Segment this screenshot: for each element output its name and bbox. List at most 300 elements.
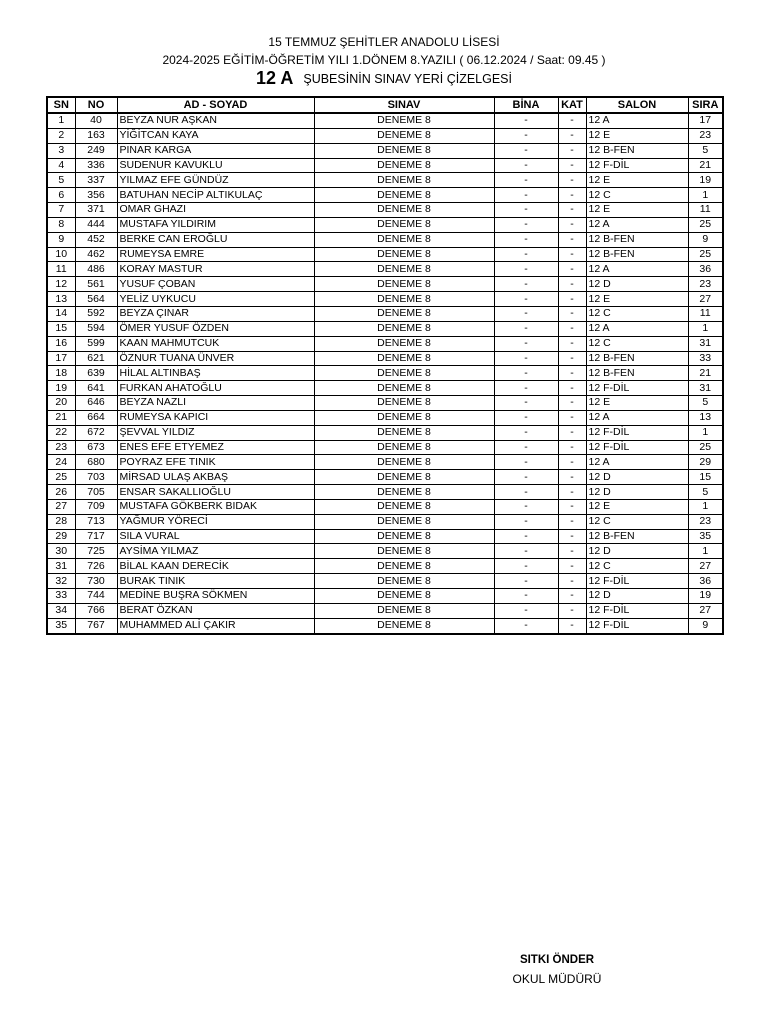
table-row xyxy=(47,514,723,529)
cell-floor: - xyxy=(558,589,586,604)
cell-room: 12 A xyxy=(586,262,688,277)
table-row xyxy=(47,277,723,292)
cell-exam: DENEME 8 xyxy=(314,410,494,425)
cell-name: YİĞİTCAN KAYA xyxy=(117,128,314,143)
cell-floor: - xyxy=(558,603,586,618)
cell-sn: 35 xyxy=(47,618,75,633)
cell-room: 12 C xyxy=(586,336,688,351)
cell-seat: 19 xyxy=(688,173,723,188)
cell-room: 12 E xyxy=(586,499,688,514)
cell-room: 12 F-DİL xyxy=(586,618,688,633)
cell-seat: 1 xyxy=(688,544,723,559)
cell-name: ÖMER YUSUF ÖZDEN xyxy=(117,321,314,336)
cell-room: 12 B-FEN xyxy=(586,529,688,544)
cell-exam: DENEME 8 xyxy=(314,277,494,292)
cell-seat: 25 xyxy=(688,247,723,262)
cell-sn: 27 xyxy=(47,499,75,514)
cell-floor: - xyxy=(558,440,586,455)
cell-floor: - xyxy=(558,470,586,485)
table-row xyxy=(47,559,723,574)
cell-floor: - xyxy=(558,128,586,143)
cell-exam: DENEME 8 xyxy=(314,306,494,321)
cell-floor: - xyxy=(558,559,586,574)
cell-building: - xyxy=(494,485,558,500)
cell-seat: 9 xyxy=(688,618,723,633)
principal-title: OKUL MÜDÜRÜ xyxy=(512,972,602,986)
cell-no: 356 xyxy=(75,188,117,203)
cell-floor: - xyxy=(558,262,586,277)
cell-seat: 23 xyxy=(688,277,723,292)
cell-room: 12 A xyxy=(586,455,688,470)
cell-exam: DENEME 8 xyxy=(314,203,494,218)
table-row xyxy=(47,544,723,559)
cell-room: 12 C xyxy=(586,559,688,574)
sheet-subtitle: ŞUBESİNİN SINAV YERİ ÇİZELGESİ xyxy=(303,72,512,86)
cell-sn: 18 xyxy=(47,366,75,381)
cell-name: BURAK TINIK xyxy=(117,574,314,589)
cell-no: 766 xyxy=(75,603,117,618)
cell-building: - xyxy=(494,618,558,633)
cell-building: - xyxy=(494,381,558,396)
cell-exam: DENEME 8 xyxy=(314,544,494,559)
cell-sn: 24 xyxy=(47,455,75,470)
cell-building: - xyxy=(494,173,558,188)
header-name: AD - SOYAD xyxy=(117,97,314,113)
cell-building: - xyxy=(494,470,558,485)
cell-floor: - xyxy=(558,277,586,292)
cell-seat: 11 xyxy=(688,203,723,218)
cell-no: 639 xyxy=(75,366,117,381)
cell-name: RUMEYSA KAPICI xyxy=(117,410,314,425)
cell-seat: 27 xyxy=(688,559,723,574)
cell-seat: 33 xyxy=(688,351,723,366)
cell-floor: - xyxy=(558,217,586,232)
cell-building: - xyxy=(494,262,558,277)
cell-building: - xyxy=(494,559,558,574)
cell-seat: 27 xyxy=(688,292,723,307)
cell-seat: 21 xyxy=(688,158,723,173)
cell-floor: - xyxy=(558,425,586,440)
cell-name: KORAY MASTUR xyxy=(117,262,314,277)
cell-no: 444 xyxy=(75,217,117,232)
cell-no: 726 xyxy=(75,559,117,574)
cell-name: SUDENUR KAVUKLU xyxy=(117,158,314,173)
cell-name: PINAR KARGA xyxy=(117,143,314,158)
cell-building: - xyxy=(494,336,558,351)
cell-room: 12 F-DİL xyxy=(586,381,688,396)
cell-no: 592 xyxy=(75,306,117,321)
table-row xyxy=(47,247,723,262)
principal-name: SITKI ÖNDER xyxy=(519,954,595,966)
table-row xyxy=(47,410,723,425)
cell-no: 163 xyxy=(75,128,117,143)
cell-seat: 11 xyxy=(688,306,723,321)
table-row xyxy=(47,128,723,143)
cell-seat: 35 xyxy=(688,529,723,544)
cell-no: 672 xyxy=(75,425,117,440)
cell-room: 12 D xyxy=(586,485,688,500)
cell-building: - xyxy=(494,603,558,618)
school-name: 15 TEMMUZ ŞEHİTLER ANADOLU LİSESİ xyxy=(268,35,500,49)
table-row xyxy=(47,366,723,381)
cell-sn: 5 xyxy=(47,173,75,188)
cell-no: 594 xyxy=(75,321,117,336)
table-row xyxy=(47,618,723,633)
cell-name: MUSTAFA YILDIRIM xyxy=(117,217,314,232)
cell-name: BEYZA NAZLI xyxy=(117,396,314,411)
cell-exam: DENEME 8 xyxy=(314,217,494,232)
cell-name: AYSİMA YILMAZ xyxy=(117,544,314,559)
cell-building: - xyxy=(494,440,558,455)
cell-seat: 36 xyxy=(688,262,723,277)
cell-no: 599 xyxy=(75,336,117,351)
cell-sn: 28 xyxy=(47,514,75,529)
cell-sn: 21 xyxy=(47,410,75,425)
cell-seat: 5 xyxy=(688,143,723,158)
cell-exam: DENEME 8 xyxy=(314,589,494,604)
table-row xyxy=(47,336,723,351)
cell-building: - xyxy=(494,514,558,529)
cell-floor: - xyxy=(558,514,586,529)
cell-name: YAĞMUR YÖRECİ xyxy=(117,514,314,529)
cell-name: ÖZNUR TUANA ÜNVER xyxy=(117,351,314,366)
cell-building: - xyxy=(494,217,558,232)
table-row xyxy=(47,158,723,173)
cell-exam: DENEME 8 xyxy=(314,603,494,618)
cell-floor: - xyxy=(558,173,586,188)
cell-sn: 32 xyxy=(47,574,75,589)
cell-floor: - xyxy=(558,247,586,262)
cell-exam: DENEME 8 xyxy=(314,113,494,128)
cell-name: OMAR GHAZI xyxy=(117,203,314,218)
cell-floor: - xyxy=(558,396,586,411)
cell-building: - xyxy=(494,410,558,425)
cell-floor: - xyxy=(558,410,586,425)
cell-sn: 11 xyxy=(47,262,75,277)
cell-exam: DENEME 8 xyxy=(314,381,494,396)
cell-no: 673 xyxy=(75,440,117,455)
cell-sn: 22 xyxy=(47,425,75,440)
cell-name: YUSUF ÇOBAN xyxy=(117,277,314,292)
cell-seat: 23 xyxy=(688,128,723,143)
cell-no: 249 xyxy=(75,143,117,158)
table-body xyxy=(47,113,723,634)
cell-building: - xyxy=(494,321,558,336)
cell-floor: - xyxy=(558,529,586,544)
cell-exam: DENEME 8 xyxy=(314,128,494,143)
cell-room: 12 F-DİL xyxy=(586,603,688,618)
cell-exam: DENEME 8 xyxy=(314,529,494,544)
table-row xyxy=(47,232,723,247)
cell-sn: 29 xyxy=(47,529,75,544)
cell-floor: - xyxy=(558,306,586,321)
table-row xyxy=(47,113,723,128)
cell-seat: 27 xyxy=(688,603,723,618)
cell-exam: DENEME 8 xyxy=(314,499,494,514)
sheet-title xyxy=(0,68,768,89)
table-row xyxy=(47,529,723,544)
cell-room: 12 A xyxy=(586,217,688,232)
cell-building: - xyxy=(494,232,558,247)
cell-floor: - xyxy=(558,203,586,218)
table-row xyxy=(47,470,723,485)
cell-sn: 6 xyxy=(47,188,75,203)
cell-building: - xyxy=(494,396,558,411)
table-row xyxy=(47,425,723,440)
cell-name: SILA VURAL xyxy=(117,529,314,544)
cell-seat: 29 xyxy=(688,455,723,470)
table-row xyxy=(47,262,723,277)
cell-sn: 16 xyxy=(47,336,75,351)
table-row xyxy=(47,173,723,188)
cell-no: 680 xyxy=(75,455,117,470)
cell-exam: DENEME 8 xyxy=(314,351,494,366)
cell-seat: 23 xyxy=(688,514,723,529)
cell-building: - xyxy=(494,499,558,514)
cell-name: MİRSAD ULAŞ AKBAŞ xyxy=(117,470,314,485)
table-row xyxy=(47,589,723,604)
cell-room: 12 E xyxy=(586,128,688,143)
cell-exam: DENEME 8 xyxy=(314,292,494,307)
cell-no: 452 xyxy=(75,232,117,247)
cell-seat: 5 xyxy=(688,396,723,411)
cell-room: 12 D xyxy=(586,470,688,485)
cell-sn: 25 xyxy=(47,470,75,485)
cell-no: 730 xyxy=(75,574,117,589)
cell-floor: - xyxy=(558,618,586,633)
cell-sn: 26 xyxy=(47,485,75,500)
cell-sn: 13 xyxy=(47,292,75,307)
cell-sn: 7 xyxy=(47,203,75,218)
cell-building: - xyxy=(494,113,558,128)
cell-floor: - xyxy=(558,366,586,381)
cell-name: FURKAN AHATOĞLU xyxy=(117,381,314,396)
cell-floor: - xyxy=(558,321,586,336)
cell-floor: - xyxy=(558,188,586,203)
cell-seat: 15 xyxy=(688,470,723,485)
header-room: SALON xyxy=(586,97,688,113)
table-row xyxy=(47,188,723,203)
cell-floor: - xyxy=(558,499,586,514)
cell-seat: 1 xyxy=(688,425,723,440)
cell-building: - xyxy=(494,247,558,262)
table-row xyxy=(47,292,723,307)
cell-seat: 21 xyxy=(688,366,723,381)
cell-sn: 33 xyxy=(47,589,75,604)
table-row xyxy=(47,381,723,396)
cell-building: - xyxy=(494,529,558,544)
cell-sn: 34 xyxy=(47,603,75,618)
cell-name: HİLAL ALTINBAŞ xyxy=(117,366,314,381)
cell-name: BİLAL KAAN DERECİK xyxy=(117,559,314,574)
cell-name: MUHAMMED ALİ ÇAKIR xyxy=(117,618,314,633)
cell-seat: 36 xyxy=(688,574,723,589)
cell-name: BEYZA NUR AŞKAN xyxy=(117,113,314,128)
cell-sn: 17 xyxy=(47,351,75,366)
cell-exam: DENEME 8 xyxy=(314,188,494,203)
cell-sn: 23 xyxy=(47,440,75,455)
cell-room: 12 D xyxy=(586,277,688,292)
cell-no: 337 xyxy=(75,173,117,188)
cell-no: 703 xyxy=(75,470,117,485)
cell-seat: 13 xyxy=(688,410,723,425)
cell-name: ŞEVVAL YILDIZ xyxy=(117,425,314,440)
cell-floor: - xyxy=(558,232,586,247)
cell-sn: 30 xyxy=(47,544,75,559)
cell-floor: - xyxy=(558,158,586,173)
table-row xyxy=(47,440,723,455)
table-row xyxy=(47,203,723,218)
cell-name: BERAT ÖZKAN xyxy=(117,603,314,618)
cell-room: 12 B-FEN xyxy=(586,366,688,381)
cell-exam: DENEME 8 xyxy=(314,485,494,500)
cell-name: YILMAZ EFE GÜNDÜZ xyxy=(117,173,314,188)
header-seat: SIRA xyxy=(688,97,723,113)
cell-room: 12 A xyxy=(586,410,688,425)
cell-exam: DENEME 8 xyxy=(314,574,494,589)
cell-floor: - xyxy=(558,544,586,559)
header-exam: SINAV xyxy=(314,97,494,113)
cell-seat: 1 xyxy=(688,499,723,514)
cell-no: 646 xyxy=(75,396,117,411)
cell-no: 641 xyxy=(75,381,117,396)
cell-no: 40 xyxy=(75,113,117,128)
cell-exam: DENEME 8 xyxy=(314,396,494,411)
cell-no: 561 xyxy=(75,277,117,292)
class-code: 12 A xyxy=(256,68,294,88)
cell-room: 12 C xyxy=(586,306,688,321)
cell-sn: 15 xyxy=(47,321,75,336)
cell-seat: 31 xyxy=(688,381,723,396)
cell-room: 12 F-DİL xyxy=(586,440,688,455)
cell-sn: 19 xyxy=(47,381,75,396)
cell-no: 717 xyxy=(75,529,117,544)
cell-sn: 1 xyxy=(47,113,75,128)
table-row xyxy=(47,574,723,589)
cell-no: 709 xyxy=(75,499,117,514)
cell-floor: - xyxy=(558,455,586,470)
cell-room: 12 B-FEN xyxy=(586,247,688,262)
cell-no: 336 xyxy=(75,158,117,173)
cell-seat: 17 xyxy=(688,113,723,128)
cell-seat: 19 xyxy=(688,589,723,604)
cell-seat: 31 xyxy=(688,336,723,351)
cell-sn: 8 xyxy=(47,217,75,232)
cell-building: - xyxy=(494,455,558,470)
cell-building: - xyxy=(494,158,558,173)
cell-no: 371 xyxy=(75,203,117,218)
cell-room: 12 B-FEN xyxy=(586,351,688,366)
cell-building: - xyxy=(494,203,558,218)
cell-building: - xyxy=(494,544,558,559)
cell-room: 12 E xyxy=(586,173,688,188)
term-info: 2024-2025 EĞİTİM-ÖĞRETİM YILI 1.DÖNEM 8.YAZILI ( 06.12.2024 / Saat: 09.45 ) xyxy=(162,53,606,67)
cell-room: 12 C xyxy=(586,188,688,203)
cell-sn: 31 xyxy=(47,559,75,574)
cell-building: - xyxy=(494,351,558,366)
cell-floor: - xyxy=(558,292,586,307)
cell-name: POYRAZ EFE TINIK xyxy=(117,455,314,470)
table-row xyxy=(47,396,723,411)
table-row xyxy=(47,321,723,336)
table-row xyxy=(47,485,723,500)
cell-exam: DENEME 8 xyxy=(314,470,494,485)
cell-room: 12 D xyxy=(586,589,688,604)
cell-no: 705 xyxy=(75,485,117,500)
cell-sn: 2 xyxy=(47,128,75,143)
cell-building: - xyxy=(494,292,558,307)
cell-building: - xyxy=(494,574,558,589)
cell-name: YELİZ UYKUCU xyxy=(117,292,314,307)
cell-exam: DENEME 8 xyxy=(314,440,494,455)
cell-floor: - xyxy=(558,143,586,158)
table-row xyxy=(47,306,723,321)
cell-name: KAAN MAHMUTCUK xyxy=(117,336,314,351)
cell-room: 12 F-DİL xyxy=(586,425,688,440)
table-row xyxy=(47,455,723,470)
cell-floor: - xyxy=(558,351,586,366)
cell-no: 713 xyxy=(75,514,117,529)
cell-name: MUSTAFA GÖKBERK BIDAK xyxy=(117,499,314,514)
cell-no: 664 xyxy=(75,410,117,425)
cell-floor: - xyxy=(558,485,586,500)
table-row xyxy=(47,603,723,618)
cell-building: - xyxy=(494,306,558,321)
cell-no: 744 xyxy=(75,589,117,604)
cell-seat: 9 xyxy=(688,232,723,247)
cell-exam: DENEME 8 xyxy=(314,425,494,440)
cell-building: - xyxy=(494,188,558,203)
cell-exam: DENEME 8 xyxy=(314,366,494,381)
cell-seat: 25 xyxy=(688,440,723,455)
cell-room: 12 E xyxy=(586,203,688,218)
cell-exam: DENEME 8 xyxy=(314,143,494,158)
cell-building: - xyxy=(494,366,558,381)
header-floor: KAT xyxy=(558,97,586,113)
cell-building: - xyxy=(494,143,558,158)
cell-building: - xyxy=(494,277,558,292)
cell-exam: DENEME 8 xyxy=(314,321,494,336)
cell-room: 12 C xyxy=(586,514,688,529)
cell-room: 12 E xyxy=(586,292,688,307)
cell-exam: DENEME 8 xyxy=(314,618,494,633)
cell-exam: DENEME 8 xyxy=(314,455,494,470)
cell-no: 725 xyxy=(75,544,117,559)
cell-no: 462 xyxy=(75,247,117,262)
header-building: BİNA xyxy=(494,97,558,113)
header-no: NO xyxy=(75,97,117,113)
cell-exam: DENEME 8 xyxy=(314,559,494,574)
table-row xyxy=(47,143,723,158)
cell-no: 564 xyxy=(75,292,117,307)
cell-room: 12 B-FEN xyxy=(586,232,688,247)
cell-sn: 14 xyxy=(47,306,75,321)
cell-room: 12 A xyxy=(586,321,688,336)
cell-floor: - xyxy=(558,336,586,351)
cell-name: MEDİNE BUŞRA SÖKMEN xyxy=(117,589,314,604)
cell-name: BATUHAN NECİP ALTIKULAÇ xyxy=(117,188,314,203)
cell-exam: DENEME 8 xyxy=(314,262,494,277)
cell-sn: 9 xyxy=(47,232,75,247)
cell-exam: DENEME 8 xyxy=(314,336,494,351)
table-row xyxy=(47,217,723,232)
cell-room: 12 E xyxy=(586,396,688,411)
cell-building: - xyxy=(494,589,558,604)
cell-no: 621 xyxy=(75,351,117,366)
cell-exam: DENEME 8 xyxy=(314,232,494,247)
cell-sn: 3 xyxy=(47,143,75,158)
cell-seat: 25 xyxy=(688,217,723,232)
